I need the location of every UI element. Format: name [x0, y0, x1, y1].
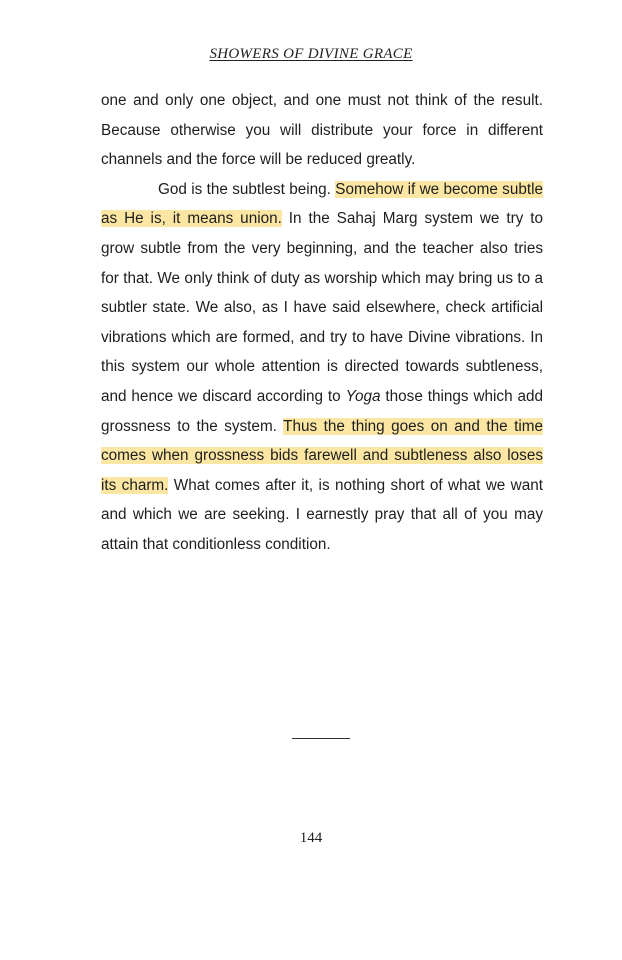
paragraph-2-text-4: What comes after it, is nothing short of what we want and which we are seeking. I earnestly pray that all of you may attain that conditionless condition. — [101, 476, 543, 553]
paragraph-2 — [101, 175, 543, 560]
paragraph-2-text-1: God is the subtlest being. — [158, 180, 336, 198]
italic-term-yoga: Yoga — [345, 387, 381, 405]
highlighted-passage-1: Somehow if we become subtle as He is, it means union. — [101, 180, 544, 228]
page-body — [101, 86, 543, 560]
paragraph-1: one and only one object, and one must not think of the result. Because otherwise you will distribute your force in different channels and the force will be reduced greatly. — [101, 92, 543, 169]
section-separator-rule — [292, 738, 350, 739]
paragraph-2-text-2: In the Sahaj Marg system we try to grow subtle from the very beginning, and the teacher also tries for that. We only think of duty as worship which may bring us to a subtler state. We also, as I have said elsewhere, check artificial vibrations which are formed, and try to have Divine vibrations. In this system our whole attention is directed towards subtleness, and hence we discard according to — [101, 210, 544, 405]
page-number: 144 — [299, 830, 323, 846]
paragraph-2-text-3: those things which add grossness to the system. — [101, 387, 544, 435]
highlighted-passage-2: Thus the thing goes on and the time comes when grossness bids farewell and subtleness also loses its charm. — [101, 417, 543, 494]
running-header: SHOWERS OF DIVINE GRACE — [209, 46, 413, 62]
